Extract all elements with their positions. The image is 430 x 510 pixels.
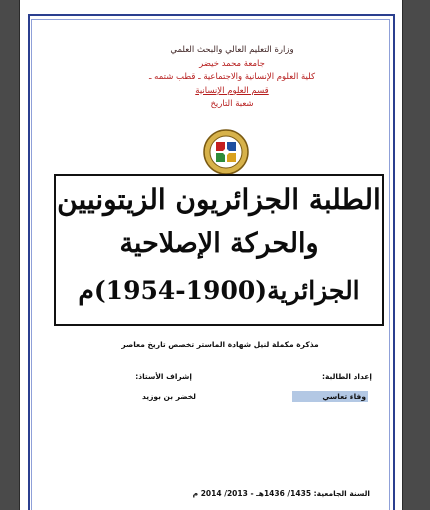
student-name: وفاء تعاسي	[322, 392, 366, 401]
supervisor-name: لخضر بن بوزيد	[141, 392, 196, 401]
university-line: جامعة محمد خيضر	[199, 58, 265, 69]
branch-line: شعبة التاريخ	[210, 99, 254, 109]
document-page	[19, 0, 403, 510]
thesis-title-line-2: والحركة الإصلاحية	[119, 228, 319, 259]
department-line: قسم العلوم الإنسانية	[195, 85, 269, 96]
academic-year: السنة الجامعية: 1435/ 1436هـ - 2013/ 2014 م	[192, 489, 370, 498]
ministry-line: وزارة التعليم العالي والبحث العلمي	[170, 45, 294, 55]
thesis-title-line-3: الجزائرية(1900-1954)م	[78, 276, 360, 305]
institution-header	[102, 44, 362, 112]
thesis-title-box	[54, 174, 384, 326]
faculty-line: كلية العلوم الإنسانية والاجتماعية ـ قطب شتمه ـ	[148, 72, 315, 82]
thesis-subtitle: مذكرة مكملة لنيل شهادة الماستر تخصص تاريخ معاصر	[121, 340, 319, 349]
prepared-by-label: إعداد الطالبة:	[322, 372, 372, 381]
supervisor-label: إشراف الأستاذ:	[135, 372, 192, 381]
thesis-title-line-1: الطلبة الجزائريون الزيتونيين	[57, 183, 381, 216]
university-seal-icon	[202, 128, 250, 176]
